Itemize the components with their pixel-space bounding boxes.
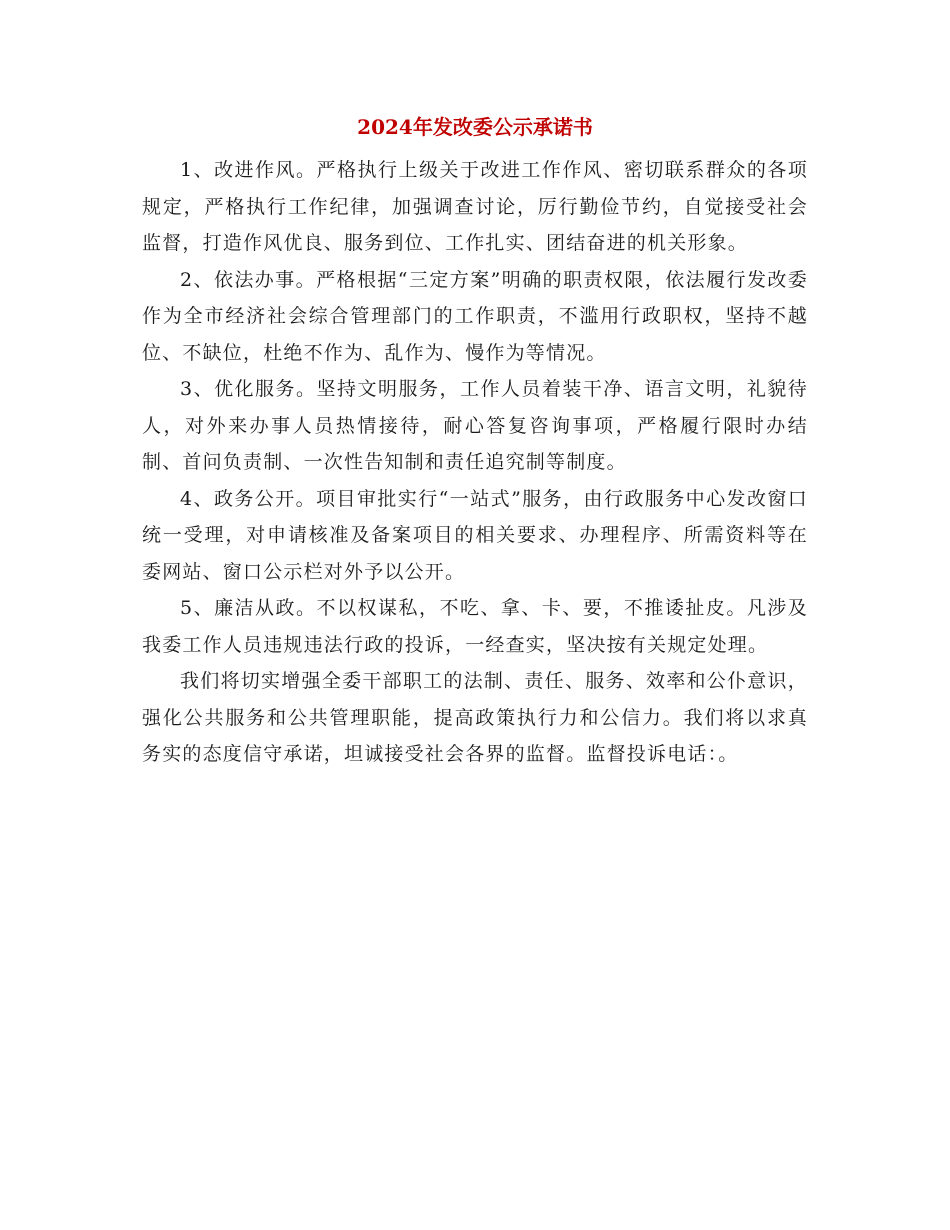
- paragraph-3: 3、优化服务。坚持文明服务，工作人员着装干净、语言文明，礼貌待人，对外来办事人员热情接待，耐心答复咨询事项，严格履行限时办结制、首问负责制、一次性告知制和责任追究制等制度。: [142, 378, 808, 473]
- paragraph-1: 1、改进作风。严格执行上级关于改进工作作风、密切联系群众的各项规定，严格执行工作纪律，加强调查讨论，厉行勤俭节约，自觉接受社会监督，打造作风优良、服务到位、工作扎实、团结奋进的机关形象。: [142, 159, 808, 254]
- paragraph-5: 5、廉洁从政。不以权谋私，不吃、拿、卡、要，不推诿扯皮。凡涉及我委工作人员违规违法行政的投诉，一经查实，坚决按有关规定处理。: [142, 597, 808, 656]
- paragraph-4: 4、政务公开。项目审批实行“一站式”服务，由行政服务中心发改窗口统一受理，对申请核准及备案项目的相关要求、办理程序、所需资料等在委网站、窗口公示栏对外予以公开。: [142, 487, 808, 583]
- document-page: [142, 112, 808, 773]
- paragraph-2: 2、依法办事。严格根据“三定方案”明确的职责权限，依法履行发改委作为全市经济社会综合管理部门的工作职责，不滥用行政职权，坚持不越位、不缺位，杜绝不作为、乱作为、慢作为等情况。: [142, 268, 808, 364]
- paragraph-closing: 我们将切实增强全委干部职工的法制、责任、服务、效率和公仆意识，强化公共服务和公共管理职能，提高政策执行力和公信力。我们将以求真务实的态度信守承诺，坦诚接受社会各界的监督。监督投诉电话：。: [142, 670, 808, 765]
- document-title: 2024年发改委公示承诺书: [357, 115, 593, 139]
